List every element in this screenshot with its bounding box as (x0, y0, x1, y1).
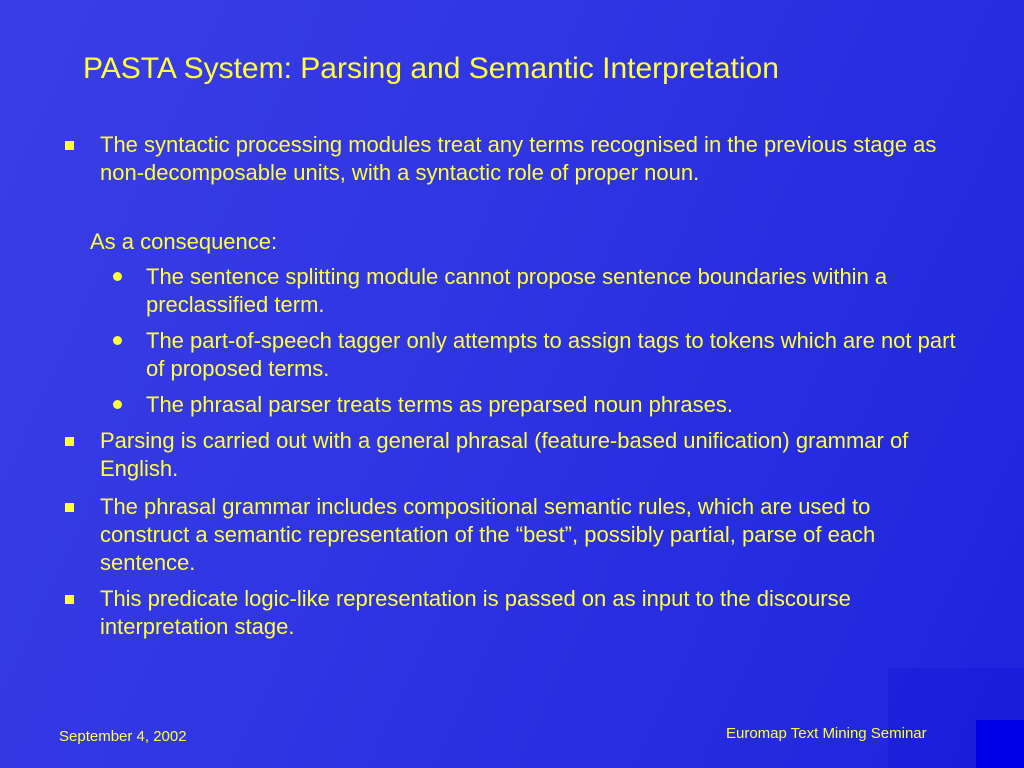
bullet-text: This predicate logic-like representation is passed on as input to the discourse interpretation stage. (100, 586, 851, 639)
bullet-text: Parsing is carried out with a general phrasal (feature-based unification) grammar of English. (100, 428, 909, 481)
sub-bullet-text: The sentence splitting module cannot propose sentence boundaries within a preclassified term. (146, 264, 888, 317)
square-bullet-icon (65, 503, 74, 512)
square-bullet-icon (65, 437, 74, 446)
sub-bullet-text: The part-of-speech tagger only attempts to assign tags to tokens which are not part of proposed terms. (146, 328, 956, 381)
square-bullet-icon (65, 595, 74, 604)
bullet-text: The phrasal grammar includes compositional semantic rules, which are used to construct a semantic representation of the “best”, possibly partial, parse of each sentence. (100, 494, 876, 575)
footer-event: Euromap Text Mining Seminar (726, 725, 927, 742)
footer-date: September 4, 2002 (59, 728, 187, 745)
slide-title: PASTA System: Parsing and Semantic Interpretation (83, 52, 779, 85)
bullet-text: As a consequence: (90, 229, 278, 254)
bullet-text: The syntactic processing modules treat any terms recognised in the previous stage as non-decomposable units, with a syntactic role of proper noun. (100, 132, 937, 185)
sub-bullet-text: The phrasal parser treats terms as preparsed noun phrases. (146, 392, 733, 417)
dot-bullet-icon (113, 272, 122, 281)
dot-bullet-icon (113, 400, 122, 409)
corner-square (976, 720, 1024, 768)
dot-bullet-icon (113, 336, 122, 345)
square-bullet-icon (65, 141, 74, 150)
